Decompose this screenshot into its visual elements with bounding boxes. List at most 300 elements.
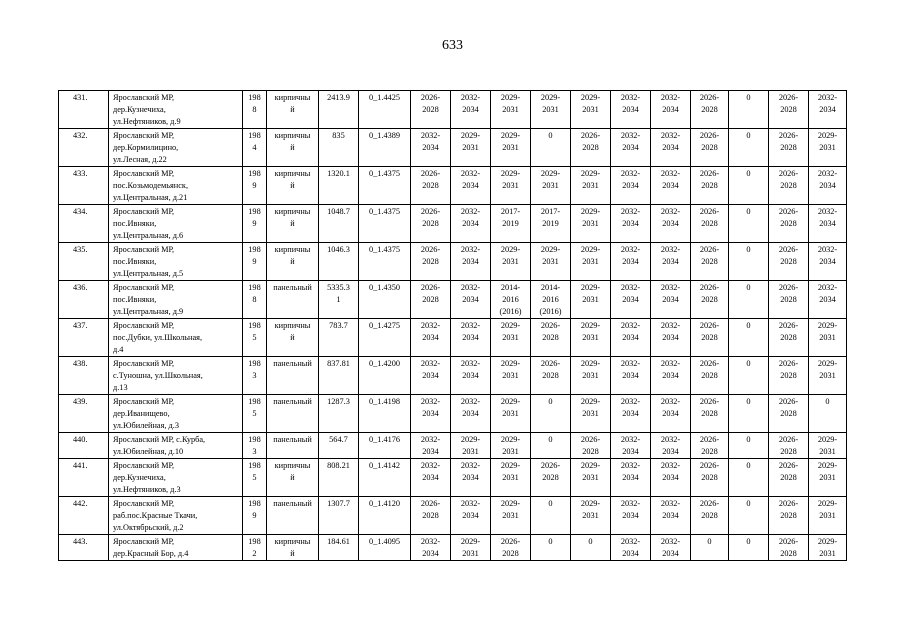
table-body (59, 91, 847, 561)
cell-text: 438. (73, 359, 88, 368)
table-row (59, 319, 847, 357)
row-number (59, 281, 109, 319)
cell-text: кирпичны (274, 461, 311, 470)
cell-text: 2028 (701, 511, 718, 520)
cell-text: 198 (248, 499, 261, 508)
cell-text: 2028 (422, 257, 439, 266)
cell-text: 564.7 (329, 435, 348, 444)
cell-text: Ярославский МР, (113, 359, 175, 368)
period-cell (611, 433, 651, 459)
cell-text: 2031 (502, 409, 519, 418)
cell-text: 2029- (580, 461, 601, 470)
cell-text: 2026- (699, 461, 720, 470)
period-cell (769, 433, 809, 459)
cell-text: 0 (746, 131, 751, 140)
cell-text: 2029- (817, 537, 838, 546)
table-row (59, 395, 847, 433)
area-cell (319, 433, 359, 459)
period-cell (411, 91, 451, 129)
cell-text: 2034 (622, 181, 639, 190)
cell-text: 0 (825, 397, 830, 406)
cell-text: 2034 (662, 295, 679, 304)
cell-text: Ярославский МР, (113, 461, 175, 470)
period-cell (451, 129, 491, 167)
cell-text: 2032- (420, 435, 441, 444)
cell-text: 2019 (502, 219, 519, 228)
cell-text: 0 (746, 435, 751, 444)
cell-text: 2 (252, 549, 257, 558)
cell-text: 2034 (819, 219, 836, 228)
cell-text: Ярославский МР, (113, 499, 175, 508)
table-row (59, 91, 847, 129)
cell-text: 198 (248, 321, 261, 330)
index-cell (359, 497, 411, 535)
index-cell (359, 91, 411, 129)
period-cell (571, 129, 611, 167)
cell-text: 2029- (817, 435, 838, 444)
cell-text: 0_1.4176 (368, 435, 401, 444)
cell-text: 2034 (462, 473, 479, 482)
period-cell (411, 357, 451, 395)
cell-text: 0_1.4375 (368, 245, 401, 254)
cell-text: 0 (746, 359, 751, 368)
cell-text: 2031 (582, 181, 599, 190)
cell-text: ул.Центральная, д.21 (113, 193, 188, 202)
cell-text: 2032- (460, 169, 481, 178)
period-cell (531, 281, 571, 319)
wall-material-cell (267, 91, 319, 129)
cell-text: 2026- (420, 283, 441, 292)
cell-text: 2029- (500, 499, 521, 508)
period-cell (691, 357, 729, 395)
table-row (59, 459, 847, 497)
cell-text: 2032- (660, 359, 681, 368)
cell-text: 2031 (542, 105, 559, 114)
table-row (59, 205, 847, 243)
cell-text: пос.Козьмодемьянск, (113, 181, 189, 190)
cell-text: 2034 (662, 181, 679, 190)
cell-text: 2034 (662, 257, 679, 266)
address-cell (109, 459, 243, 497)
cell-text: 2026- (420, 245, 441, 254)
cell-text: 2026- (540, 359, 561, 368)
cell-text: 2032- (620, 131, 641, 140)
period-cell (651, 535, 691, 561)
cell-text: 432. (73, 131, 88, 140)
period-cell (491, 167, 531, 205)
cell-text: 2034 (462, 409, 479, 418)
cell-text: 2029- (580, 245, 601, 254)
cell-text: 2028 (701, 257, 718, 266)
cell-text: 2026- (778, 499, 799, 508)
period-cell (809, 167, 847, 205)
period-cell (809, 319, 847, 357)
period-cell (651, 129, 691, 167)
cell-text: 2031 (819, 447, 836, 456)
period-cell (651, 319, 691, 357)
area-cell (319, 535, 359, 561)
cell-text: (2016) (539, 307, 562, 316)
cell-text: 0 (707, 537, 712, 546)
cell-text: 2029- (580, 397, 601, 406)
cell-text: 2026- (540, 321, 561, 330)
cell-text: 2028 (542, 371, 559, 380)
cell-text: й (290, 219, 295, 228)
cell-text: 0 (746, 537, 751, 546)
cell-text: 2029- (580, 499, 601, 508)
cell-text: 2032- (460, 461, 481, 470)
period-cell (531, 433, 571, 459)
cell-text: й (290, 143, 295, 152)
cell-text: 2032- (420, 359, 441, 368)
cell-text: 198 (248, 397, 261, 406)
cell-text: 2026- (699, 397, 720, 406)
cell-text: 2032- (620, 169, 641, 178)
cell-text: 5 (252, 473, 257, 482)
period-cell (411, 167, 451, 205)
index-cell (359, 167, 411, 205)
cell-text: 0_1.4142 (368, 461, 401, 470)
cell-text: 198 (248, 207, 261, 216)
period-cell (809, 395, 847, 433)
cell-text: 2029- (500, 131, 521, 140)
cell-text: 2026- (699, 245, 720, 254)
cell-text: 2026- (699, 321, 720, 330)
cell-text: 2034 (462, 295, 479, 304)
cell-text: 2032- (620, 537, 641, 546)
cell-text: Ярославский МР, (113, 245, 175, 254)
cell-text: 2032- (660, 461, 681, 470)
cell-text: 2029- (580, 93, 601, 102)
cell-text: 2034 (819, 105, 836, 114)
cell-text: 2031 (502, 473, 519, 482)
cell-text: 2028 (701, 371, 718, 380)
index-cell (359, 243, 411, 281)
cell-text: 2034 (819, 257, 836, 266)
cell-text: й (290, 333, 295, 342)
address-cell (109, 167, 243, 205)
cell-text: пос.Ивняки, (113, 219, 157, 228)
area-cell (319, 281, 359, 319)
cell-text: 2032- (420, 131, 441, 140)
year-cell (243, 243, 267, 281)
cell-text: 2028 (701, 447, 718, 456)
period-cell (451, 319, 491, 357)
cell-text: 2031 (462, 549, 479, 558)
cell-text: 2026- (580, 435, 601, 444)
cell-text: 2026- (420, 169, 441, 178)
cell-text: 2029- (580, 321, 601, 330)
cell-text: 2034 (622, 511, 639, 520)
year-cell (243, 497, 267, 535)
cell-text: 2026- (778, 245, 799, 254)
cell-text: 3 (252, 371, 257, 380)
cell-text: 2032- (460, 283, 481, 292)
area-cell (319, 395, 359, 433)
cell-text: 2032- (620, 207, 641, 216)
cell-text: 2026- (778, 169, 799, 178)
cell-text: 2031 (502, 181, 519, 190)
cell-text: 2034 (462, 511, 479, 520)
cell-text: 2034 (662, 511, 679, 520)
cell-text: 2034 (662, 333, 679, 342)
cell-text: 2028 (502, 549, 519, 558)
cell-text: 2413.9 (327, 93, 350, 102)
cell-text: 2034 (622, 295, 639, 304)
cell-text: 2034 (622, 371, 639, 380)
cell-text: 8 (252, 105, 257, 114)
year-cell (243, 167, 267, 205)
cell-text: й (290, 181, 295, 190)
index-cell (359, 281, 411, 319)
cell-text: 2029- (500, 461, 521, 470)
cell-text: Ярославский МР, (113, 537, 175, 546)
period-cell (729, 497, 769, 535)
period-cell (491, 281, 531, 319)
cell-text: 1046.3 (327, 245, 350, 254)
cell-text: дер.Кузнечиха, (113, 473, 166, 482)
cell-text: 2029- (580, 169, 601, 178)
cell-text: 440. (73, 435, 88, 444)
period-cell (729, 433, 769, 459)
cell-text: 2032- (460, 499, 481, 508)
table-row (59, 433, 847, 459)
cell-text: 0 (746, 321, 751, 330)
period-cell (691, 243, 729, 281)
cell-text: 2032- (420, 461, 441, 470)
cell-text: 2016 (542, 295, 559, 304)
cell-text: Ярославский МР, (113, 207, 175, 216)
cell-text: 2032- (817, 169, 838, 178)
period-cell (729, 535, 769, 561)
period-cell (651, 433, 691, 459)
period-cell (491, 129, 531, 167)
cell-text: 2029- (460, 131, 481, 140)
cell-text: 2029- (817, 321, 838, 330)
cell-text: 2028 (780, 181, 797, 190)
cell-text: 0 (746, 397, 751, 406)
cell-text: 837.81 (327, 359, 350, 368)
cell-text: 2028 (780, 219, 797, 228)
address-cell (109, 243, 243, 281)
cell-text: 2034 (622, 333, 639, 342)
cell-text: 2028 (422, 295, 439, 304)
cell-text: 2034 (462, 105, 479, 114)
period-cell (611, 205, 651, 243)
cell-text: 431. (73, 93, 88, 102)
period-cell (531, 459, 571, 497)
period-cell (611, 167, 651, 205)
period-cell (769, 497, 809, 535)
period-cell (411, 459, 451, 497)
cell-text: 2031 (819, 333, 836, 342)
period-cell (691, 91, 729, 129)
cell-text: 2032- (460, 93, 481, 102)
address-cell (109, 205, 243, 243)
period-cell (611, 395, 651, 433)
cell-text: 2028 (701, 181, 718, 190)
cell-text: 2029- (580, 207, 601, 216)
cell-text: 2026- (699, 283, 720, 292)
cell-text: 2032- (460, 245, 481, 254)
period-cell (571, 91, 611, 129)
cell-text: кирпичны (274, 207, 311, 216)
table-row (59, 167, 847, 205)
cell-text: дер.Кузнечиха, (113, 105, 166, 114)
period-cell (451, 357, 491, 395)
cell-text: 1287.3 (327, 397, 350, 406)
wall-material-cell (267, 459, 319, 497)
cell-text: 4 (252, 143, 257, 152)
cell-text: 2034 (422, 333, 439, 342)
period-cell (691, 535, 729, 561)
cell-text: панельный (273, 283, 312, 292)
wall-material-cell (267, 395, 319, 433)
cell-text: 9 (252, 257, 257, 266)
cell-text: 2032- (660, 131, 681, 140)
period-cell (769, 281, 809, 319)
cell-text: 0 (548, 397, 553, 406)
cell-text: 2029- (817, 499, 838, 508)
period-cell (809, 281, 847, 319)
cell-text: 2032- (817, 245, 838, 254)
cell-text: 2028 (422, 511, 439, 520)
cell-text: 2031 (502, 511, 519, 520)
table-row (59, 535, 847, 561)
period-cell (491, 459, 531, 497)
cell-text: 2031 (502, 143, 519, 152)
cell-text: 2031 (502, 105, 519, 114)
cell-text: 0 (746, 461, 751, 470)
period-cell (769, 395, 809, 433)
period-cell (769, 129, 809, 167)
cell-text: й (290, 473, 295, 482)
cell-text: 2017- (540, 207, 561, 216)
cell-text: 198 (248, 461, 261, 470)
period-cell (769, 243, 809, 281)
period-cell (809, 433, 847, 459)
period-cell (769, 91, 809, 129)
area-cell (319, 167, 359, 205)
cell-text: 2029- (500, 397, 521, 406)
period-cell (729, 459, 769, 497)
wall-material-cell (267, 167, 319, 205)
cell-text: 2016 (502, 295, 519, 304)
period-cell (729, 129, 769, 167)
wall-material-cell (267, 357, 319, 395)
wall-material-cell (267, 497, 319, 535)
cell-text: 2031 (582, 473, 599, 482)
cell-text: 2031 (502, 371, 519, 380)
cell-text: 0_1.4095 (368, 537, 401, 546)
cell-text: 2031 (819, 143, 836, 152)
cell-text: 2029- (500, 359, 521, 368)
cell-text: ул.Октябрьский, д.2 (113, 523, 184, 532)
area-cell (319, 91, 359, 129)
index-cell (359, 129, 411, 167)
period-cell (491, 205, 531, 243)
cell-text: 9 (252, 511, 257, 520)
index-cell (359, 535, 411, 561)
cell-text: 435. (73, 245, 88, 254)
table-row (59, 357, 847, 395)
cell-text: 2034 (422, 549, 439, 558)
cell-text: 0 (548, 131, 553, 140)
cell-text: 2028 (780, 409, 797, 418)
period-cell (809, 535, 847, 561)
period-cell (571, 357, 611, 395)
cell-text: 2029- (500, 169, 521, 178)
cell-text: 1048.7 (327, 207, 350, 216)
year-cell (243, 205, 267, 243)
cell-text: 2034 (462, 371, 479, 380)
cell-text: 198 (248, 283, 261, 292)
cell-text: 0 (746, 207, 751, 216)
cell-text: раб.пос.Красные Ткачи, (113, 511, 198, 520)
period-cell (691, 459, 729, 497)
year-cell (243, 459, 267, 497)
period-cell (571, 459, 611, 497)
period-cell (571, 167, 611, 205)
cell-text: 2032- (660, 169, 681, 178)
period-cell (611, 243, 651, 281)
cell-text: 2032- (620, 435, 641, 444)
cell-text: 442. (73, 499, 88, 508)
year-cell (243, 535, 267, 561)
period-cell (451, 395, 491, 433)
cell-text: 198 (248, 245, 261, 254)
row-number (59, 357, 109, 395)
period-cell (651, 357, 691, 395)
address-cell (109, 129, 243, 167)
cell-text: 2026- (778, 131, 799, 140)
cell-text: Ярославский МР, с.Курба, (113, 435, 206, 444)
year-cell (243, 91, 267, 129)
cell-text: 2028 (422, 181, 439, 190)
cell-text: 2026- (420, 207, 441, 216)
index-cell (359, 433, 411, 459)
period-cell (729, 281, 769, 319)
cell-text: 2034 (819, 181, 836, 190)
cell-text: 2028 (542, 333, 559, 342)
cell-text: 2029- (580, 359, 601, 368)
cell-text: 0_1.4200 (368, 359, 401, 368)
period-cell (729, 205, 769, 243)
area-cell (319, 459, 359, 497)
cell-text: 434. (73, 207, 88, 216)
cell-text: Ярославский МР, (113, 283, 175, 292)
period-cell (691, 281, 729, 319)
cell-text: 835 (332, 131, 345, 140)
period-cell (651, 243, 691, 281)
address-cell (109, 91, 243, 129)
cell-text: 2026- (699, 131, 720, 140)
period-cell (729, 395, 769, 433)
period-cell (611, 319, 651, 357)
period-cell (651, 281, 691, 319)
row-number (59, 243, 109, 281)
cell-text: 2026- (699, 93, 720, 102)
area-cell (319, 357, 359, 395)
period-cell (411, 281, 451, 319)
period-cell (571, 395, 611, 433)
cell-text: 439. (73, 397, 88, 406)
cell-text: 5 (252, 409, 257, 418)
row-number (59, 459, 109, 497)
cell-text: й (290, 105, 295, 114)
cell-text: 2031 (819, 549, 836, 558)
period-cell (411, 433, 451, 459)
